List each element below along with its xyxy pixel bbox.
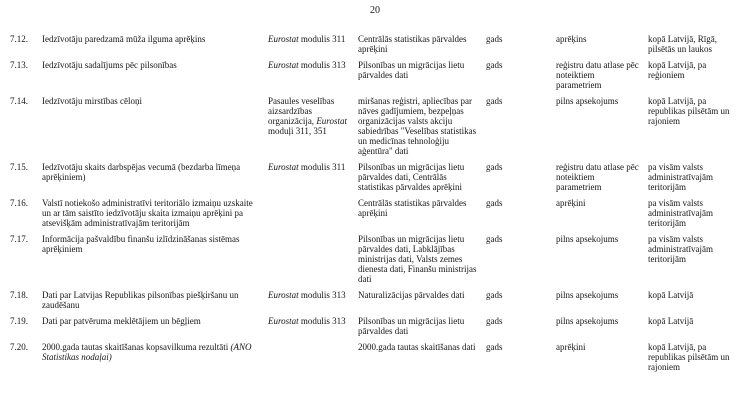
data-provider-cell: Pilsonības un migrācijas lietu pārvaldes dati, Labklājības ministrijas dati, Valsts zemes dienesta dati, Finanšu ministrijas dati <box>358 234 477 284</box>
indicator-name-cell <box>42 60 268 70</box>
table-row <box>10 162 748 192</box>
row-number-cell: 7.18. <box>10 290 28 300</box>
source-text: modulis 313 <box>298 316 346 326</box>
row-number-cell: 7.13. <box>10 60 28 70</box>
indicator-name-cell <box>42 234 268 254</box>
table-row <box>10 60 748 90</box>
source-text: Eurostat <box>268 290 299 300</box>
method-cell: aprēķins <box>556 34 587 44</box>
coverage-cell: kopā Latvijā, pa reģioniem <box>648 60 707 80</box>
indicator-name-cell <box>42 290 268 310</box>
data-provider-cell: miršanas reģistri, apliecības par nāves gadījumiem, bezpeļņas organizācijas valsts akciju sabiedrības "Veselības statistikas un medicīnas tehnoloģiju aģentūra" dati <box>358 96 477 156</box>
periodicity-cell: gads <box>486 342 503 352</box>
table-row <box>10 96 748 156</box>
table-row <box>10 316 748 336</box>
source-cell <box>268 60 358 70</box>
data-provider-cell: Centrālās statistikas pārvaldes aprēķini <box>358 198 467 218</box>
source-text: modulis 311 <box>298 162 346 172</box>
periodicity-cell: gads <box>486 316 503 326</box>
source-text: Eurostat <box>316 116 347 126</box>
data-provider-cell: Naturalizācijas pārvaldes dati <box>358 290 465 300</box>
data-provider-cell: Pilsonības un migrācijas lietu pārvaldes dati, Centrālās statistikas pārvaldes aprēķini <box>358 162 465 192</box>
method-cell: reģistru datu atlase pēc noteiktiem parametriem <box>556 162 639 192</box>
row-number-cell: 7.15. <box>10 162 28 172</box>
table-row <box>10 290 748 310</box>
source-cell <box>268 290 358 300</box>
method-cell: aprēķini <box>556 198 586 208</box>
source-cell <box>268 316 358 326</box>
method-cell: reģistru datu atlase pēc noteiktiem parametriem <box>556 60 639 90</box>
row-number-cell: 7.20. <box>10 342 28 352</box>
indicator-name-cell <box>42 342 268 362</box>
row-number-cell: 7.16. <box>10 198 28 208</box>
indicator-name-text: Dati par Latvijas Republikas pilsonības piešķiršanu un zaudēšanu <box>42 290 239 310</box>
periodicity-cell: gads <box>486 198 503 208</box>
source-cell <box>268 162 358 172</box>
indicator-name-cell <box>42 162 268 182</box>
indicator-name-cell <box>42 198 268 228</box>
source-text: moduļi 311, 351 <box>268 126 327 136</box>
periodicity-cell: gads <box>486 290 503 300</box>
method-cell: pilns apsekojums <box>556 234 619 244</box>
source-text: Eurostat <box>268 316 299 326</box>
source-cell <box>268 34 358 44</box>
source-text: modulis 311 <box>298 34 346 44</box>
method-cell: aprēķini <box>556 342 586 352</box>
coverage-cell: kopā Latvijā <box>648 316 694 326</box>
row-number-cell: 7.17. <box>10 234 28 244</box>
coverage-cell: pa visām valsts administratīvajām teritorijām <box>648 162 713 192</box>
periodicity-cell: gads <box>486 162 503 172</box>
indicator-name-text: Iedzīvotāju skaits darbspējas vecumā (bezdarba līmeņa aprēķiniem) <box>42 162 241 182</box>
periodicity-cell: gads <box>486 234 503 244</box>
indicator-name-text: 2000.gada tautas skaitīšanas kopsavilkuma rezultāti <box>42 342 231 352</box>
source-text: modulis 313 <box>298 290 346 300</box>
coverage-cell: kopā Latvijā, Rīgā, pilsētās un laukos <box>648 34 717 54</box>
source-text: modulis 313 <box>298 60 346 70</box>
table-row <box>10 234 748 284</box>
coverage-cell: pa visām valsts administratīvajām teritorijām <box>648 234 713 264</box>
indicator-name-cell <box>42 96 268 106</box>
periodicity-cell: gads <box>486 34 503 44</box>
coverage-cell: kopā Latvijā, pa republikas pilsētām un rajoniem <box>648 342 730 372</box>
indicator-name-cell <box>42 316 268 326</box>
method-cell: pilns apsekojums <box>556 96 619 106</box>
indicator-name-text: Iedzīvotāju mirstības cēloņi <box>42 96 142 106</box>
data-provider-cell: 2000.gada tautas skaitīšanas dati <box>358 342 476 352</box>
table-row <box>10 342 748 372</box>
periodicity-cell: gads <box>486 60 503 70</box>
data-provider-cell: Pilsonības un migrācijas lietu pārvaldes dati <box>358 60 465 80</box>
coverage-cell: pa visām valsts administratīvajām teritorijām <box>648 198 713 228</box>
source-text: Pasaules veselības aizsardzības organizācija, <box>268 96 335 126</box>
method-cell: pilns apsekojums <box>556 290 619 300</box>
data-provider-cell: Centrālās statistikas pārvaldes aprēķini <box>358 34 467 54</box>
data-provider-cell: Pilsonības un migrācijas lietu pārvaldes dati <box>358 316 465 336</box>
indicator-name-text: (ANO Statistikas nodaļai) <box>42 342 252 362</box>
table-row <box>10 34 748 54</box>
table-row <box>10 198 748 228</box>
indicator-name-text: Valstī notiekošo administratīvi teritoriālo izmaiņu uzskaite un ar tām saistīto iedzīvotāju skaita izmaiņu aprēķini pa atsevišķām administratīvajām teritorijām <box>42 198 253 228</box>
page-number: 20 <box>370 5 380 16</box>
row-number-cell: 7.12. <box>10 34 28 44</box>
indicator-name-text: Iedzīvotāju paredzamā mūža ilguma aprēķins <box>42 34 206 44</box>
source-cell <box>268 96 358 136</box>
coverage-cell: kopā Latvijā, pa republikas pilsētām un rajoniem <box>648 96 730 126</box>
source-text: Eurostat <box>268 162 299 172</box>
periodicity-cell: gads <box>486 96 503 106</box>
row-number-cell: 7.19. <box>10 316 28 326</box>
indicator-name-text: Dati par patvēruma meklētājiem un bēgļiem <box>42 316 201 326</box>
source-text: Eurostat <box>268 60 299 70</box>
indicator-name-text: Informācija pašvaldību finanšu izlīdzināšanas sistēmas aprēķiniem <box>42 234 240 254</box>
method-cell: pilns apsekojums <box>556 316 619 326</box>
row-number-cell: 7.14. <box>10 96 28 106</box>
indicator-name-cell <box>42 34 268 44</box>
indicator-name-text: Iedzīvotāju sadalījums pēc pilsonības <box>42 60 177 70</box>
statistics-table <box>10 34 748 378</box>
coverage-cell: kopā Latvijā <box>648 290 694 300</box>
source-text: Eurostat <box>268 34 299 44</box>
